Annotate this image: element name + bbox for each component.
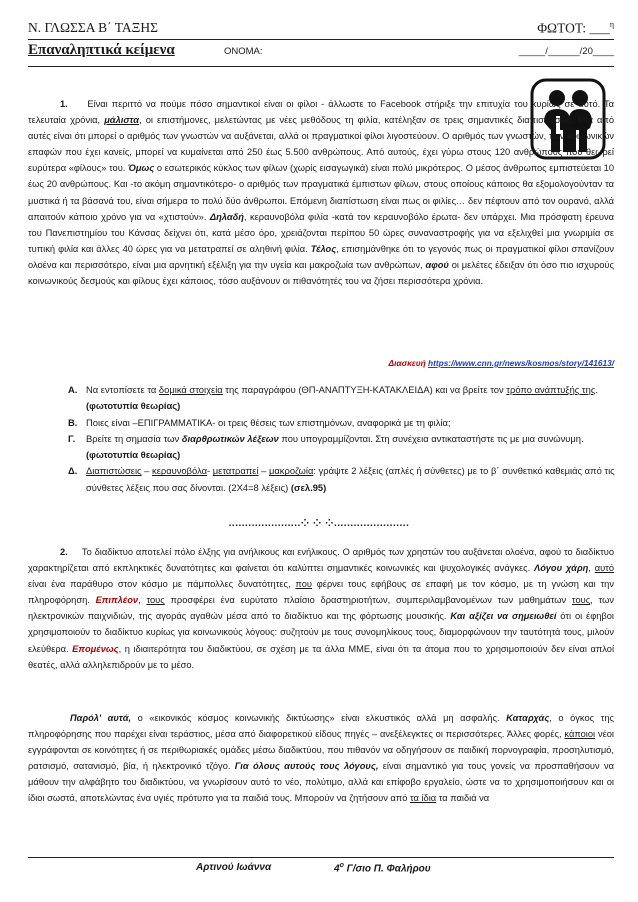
question-reference: (φωτοτυπία θεωρίας)	[86, 400, 181, 412]
question-reference: (σελ.95)	[290, 481, 327, 493]
text-3-part: είναι σημαντικό για τους γονείς να προσπαθήσουν να μάθουν την αλφάβητο του διαδικτύου, να γνωρίσουν αυτό το νέο, πολύτιμο, αλλά και επίφοβο εργαλείο, ώστε να το χρησιμοποιήσουν και οι ίδιοι σωστά, αποτελώντας ένα υγιές πρότυπο για τα παιδιά τους. Μπορούν να ζητήσουν από	[28, 761, 614, 804]
question-underlined: κεραυνοβόλα	[152, 465, 208, 477]
footer-divider	[28, 857, 614, 858]
question-reference: (φωτοτυπία θεωρίας)	[86, 449, 181, 461]
question-letter: Α.	[68, 384, 78, 395]
question-c	[68, 431, 616, 464]
connective-omos: Όμως	[128, 163, 155, 174]
question-underlined: τρόπο ανάπτυξής της	[506, 384, 596, 395]
question-text: Να εντοπίσετε τα	[86, 384, 159, 395]
question-underlined: μετατραπεί	[212, 465, 259, 477]
text-3-part: ο «εικονικός κόσμος κοινωνικής δικτύωσης» είναι ελκυστικός αλλά μη ασφαλής.	[131, 713, 507, 723]
text-3-part: νέοι εγγράφονται σε κοινότητες ή σε περιθωριακές ομάδες μέσω διαδικτύου, που πιθανόν να οδηγήσουν σε παιδική πορνογραφία, προσηλυτισμό, ρατσισμό, σατανισμό, βία, ή ηλεκτρονικό τζόγο.	[28, 729, 614, 772]
text-1-part: , επισημάνθηκε ότι το γεγονός πως οι πραγματικοί φίλοι σπανίζουν ολοένα και περισσότερο, είναι μια αρνητική εξέλιξη για την υγεία και μακροζωία των ανθρώπων,	[28, 243, 615, 270]
text-2-part: , η ιδιαιτερότητα του διαδικτύου, σε σχέση με τα άλλα ΜΜΕ, είναι ότι τα άτομα που το χρησιμοποιούν δεν είναι απλοί θεατές, αλλά αλληλεπιδρούν με το μέσο.	[28, 643, 615, 670]
text-3	[28, 710, 614, 807]
connective-afou: αφού	[425, 259, 449, 270]
reference-auto: αυτό	[594, 563, 615, 574]
header-divider	[28, 39, 614, 40]
question-text: : γράψτε 2 λέξεις (απλές ή σύνθετες) με το β΄ συνθετικό καθεμιάς από τις σύνθετες λέξεις που σας δίνονται. (2Χ4=8 λέξεις)	[86, 465, 615, 493]
question-underlined: μακροζωία	[268, 465, 314, 477]
question-underlined: Διαπιστώσεις	[86, 465, 142, 477]
source-link[interactable]: https://www.cnn.gr/news/kosmos/story/141613/	[428, 358, 614, 368]
photocopy-label: ΦΩΤΟΤ: ___	[537, 20, 610, 36]
question-text: –	[141, 465, 152, 477]
text-2-part: είναι ένα παράθυρο στον κόσμο με πάμπολλες δυνατότητες,	[28, 579, 296, 590]
text-2-part: ότι οι έφηβοι χρησιμοποιούν το διαδίκτυο κυρίως για κοινωνικούς λόγους: συζητούν με τους συνομηλίκους τους, διαμορφώνουν την ταυτότητά τους, μιλούν ελεύθερα.	[28, 611, 614, 654]
source-label: Διασκευή	[388, 358, 426, 368]
questions-list	[68, 382, 616, 496]
section-separator: ......................⁘ ⁘ ⁘.......................	[228, 518, 410, 529]
text-2	[28, 544, 614, 673]
text-1-part: οι μελέτες έδειξαν ότι όσο πιο ισχυρούς κοινωνικούς δεσμούς και φίλους έχει κάποιος, τόσο αυξάνουν οι πιθανότητές του να ζήσει περισσότερα χρόνια.	[28, 259, 614, 287]
text-3-part: , ο όγκος της πληροφόρησης που παρέχει είναι τεράστιος, μέσα από διαφορετικού είδους πηγές – ανεξέλεγκτες οι περισσότερες. Άλλες φορές,	[28, 713, 614, 740]
connective-gia-olous: Για όλους αυτούς τους λόγους,	[234, 761, 379, 772]
connective-telos: Τέλος	[310, 243, 337, 254]
text-1	[28, 96, 614, 289]
connective-epomenos: Επομένως	[72, 643, 119, 654]
header-divider-2	[28, 66, 614, 67]
source-citation	[389, 358, 614, 368]
text-1-part: ο εσωτερικός κύκλος των φίλων (χωρίς εισαγωγικά) είναι πολύ μικρότερος. Ο μέσος άνθρωπος εμπιστεύεται 10 έως 20 ανθρώπους. Και -το ακόμη σημαντικότερο- ο αριθμός των πραγματικά έμπιστων φίλων, στους οποίους κάποιος θα εξομολογούνταν τα μυστικά ή τα βάσανά του, είναι σήμερα το πολύ δύο άνθρωποι. Επόμενη διαπίστωση είναι πως οι φιλίες… δεν πέφτουν από τον ουρανό, αλλά απαιτούν κάποιο χρόνο για να «χτιστούν».	[28, 163, 614, 222]
header-bottom	[28, 42, 614, 64]
question-d	[68, 463, 616, 496]
connective-malista: μάλιστα	[104, 115, 140, 126]
text-1-part: Είναι περιττό να πούμε πόσο σημαντικοί είναι οι φίλοι - άλλωστε το Facebook στήριξε την επιτυχία του κυρίως σε αυτό. Τα τελευταία χρόνια,	[28, 99, 614, 126]
connective-katarxas: Καταρχάς	[506, 713, 550, 723]
question-letter: Β.	[68, 416, 78, 428]
reference-kapoioi: κάποιοι	[564, 729, 596, 740]
footer-school	[334, 862, 431, 874]
reference-tous: τους	[146, 595, 165, 606]
reference-ta-idia: τα ίδια	[409, 793, 437, 804]
text-2-part: , των ηλεκτρονικών παιχνιδιών, της αγοράς αγαθών μέσα από το διαδίκτυο και της φόρτωσης μουσικής.	[28, 595, 614, 622]
question-text: -	[207, 465, 213, 477]
question-b	[68, 415, 616, 431]
footer-school-name: Γ/σιο Π. Φαλήρου	[343, 863, 431, 875]
question-a	[68, 382, 616, 415]
connective-epipleon: Επιπλέον	[95, 595, 139, 606]
text-1-number: 1.	[60, 99, 68, 109]
question-text: Ποιες είναι –ΕΠΙΓΡΑΜΜΑΤΙΚΑ- οι τρεις θέσεις των επιστημόνων, αναφορικά με τη φιλία;	[86, 416, 451, 428]
connective-diladi: Δηλαδή	[209, 211, 244, 222]
text-1-part: , οι επιστήμονες, μελετώντας με νέες μεθόδους τη φιλία, κατέληξαν σε τρεις σημαντικές διαπιστώσεις. Μια από αυτές είναι ότι μπορεί ο αριθμός των γνωστών να αυξάνεται, αλλά οι πραγματικοί φίλοι λιγοστεύουν. Ο αριθμός των γνωστών, των κοινωνικών επαφών που έχει κανείς, μπορεί να κυμαίνεται από 250 έως 5.500 ανθρώπους. Από αυτούς, έχει γύρω στους 120 ανθρώπους που θεωρεί ευρύτερα «φίλους» του.	[28, 115, 614, 174]
course-label: Ν. ΓΛΩΣΣΑ Β΄ ΤΑΞΗΣ	[28, 20, 158, 35]
question-text: .	[595, 384, 598, 395]
photocopy-number	[537, 20, 614, 37]
text-2-number: 2.	[60, 547, 68, 557]
text-2-part: Το διαδίκτυο αποτελεί πόλο έλξης για ανήλικους και ενήλικους. Ο αριθμός των χρηστών του αυξάνεται ολοένα, αφού το διαδίκτυο χαρακτηρίζεται από εκπληκτικές δυνατότητες και φαίνεται ότι καλύπτει σημαντικές κοινωνικές και ψυχολογικές ανάγκες.	[28, 547, 614, 574]
text-2-part: ,	[138, 595, 147, 606]
text-1-part: , κεραυνοβόλα φιλία -κατά τον κεραυνοβόλο έρωτα- δεν υπάρχει. Μια πρόσφατη έρευνα του Πανεπιστημίου του Κάνσας δείχνει ότι, κατά μέσο όρο, χρειάζονται περίπου 50 ώρες συναναστροφής για να εξελιχθεί μια γνωριμία σε τυπική φιλία και άλλες 40 ώρες για να μετατραπεί σε αληθινή φιλία.	[28, 211, 614, 254]
photocopy-sup: η	[609, 20, 614, 29]
connective-logou-xari: Λόγου χάρη	[534, 563, 589, 574]
question-letter: Δ.	[68, 465, 78, 477]
name-label: ΟΝΟΜΑ:	[224, 46, 263, 57]
date-field: _____/______/20____	[518, 46, 614, 57]
question-emphasis: διαρθρωτικών λέξεων	[181, 432, 279, 444]
connective-kai-axizei: Και αξίζει να σημειωθεί	[450, 611, 557, 622]
page-title: Επαναληπτικά κείμενα	[28, 42, 175, 58]
footer-school-sup: ο	[339, 862, 344, 869]
question-text: Βρείτε τη σημασία των	[86, 432, 182, 444]
connective-parol-auta: Παρόλ' αυτά,	[70, 713, 132, 723]
text-3-part: τα παιδιά να	[436, 793, 490, 804]
footer-author: Αρτινού Ιωάννα	[196, 862, 272, 873]
text-2-part: ,	[588, 563, 595, 574]
footer-school-number: 4	[334, 863, 340, 875]
question-underlined: δομικά στοιχεία	[158, 384, 223, 395]
text-2-part: προσφέρει ένα ευρύτατο πλαίσιο δραστηριοτήτων, συμπεριλαμβανομένων των μαθημάτων	[164, 595, 572, 606]
question-letter: Γ.	[68, 432, 76, 444]
question-text: της παραγράφου (ΘΠ-ΑΝΑΠΤΥΞΗ-ΚΑΤΑΚΛΕΙΔΑ) και να βρείτε τον	[222, 384, 507, 395]
question-text: που υπογραμμίζονται. Στη συνέχεια αντικαταστήστε τις με μια συνώνυμη.	[278, 432, 584, 444]
reference-tous: τους	[571, 595, 591, 606]
text-2-part: φέρνει τους εφήβους σε επαφή με τον κόσμο, με τη γνώση και την πληροφόρηση.	[28, 579, 614, 606]
reference-pou: που	[295, 579, 312, 590]
header-top	[28, 16, 614, 38]
question-text: –	[258, 465, 269, 477]
